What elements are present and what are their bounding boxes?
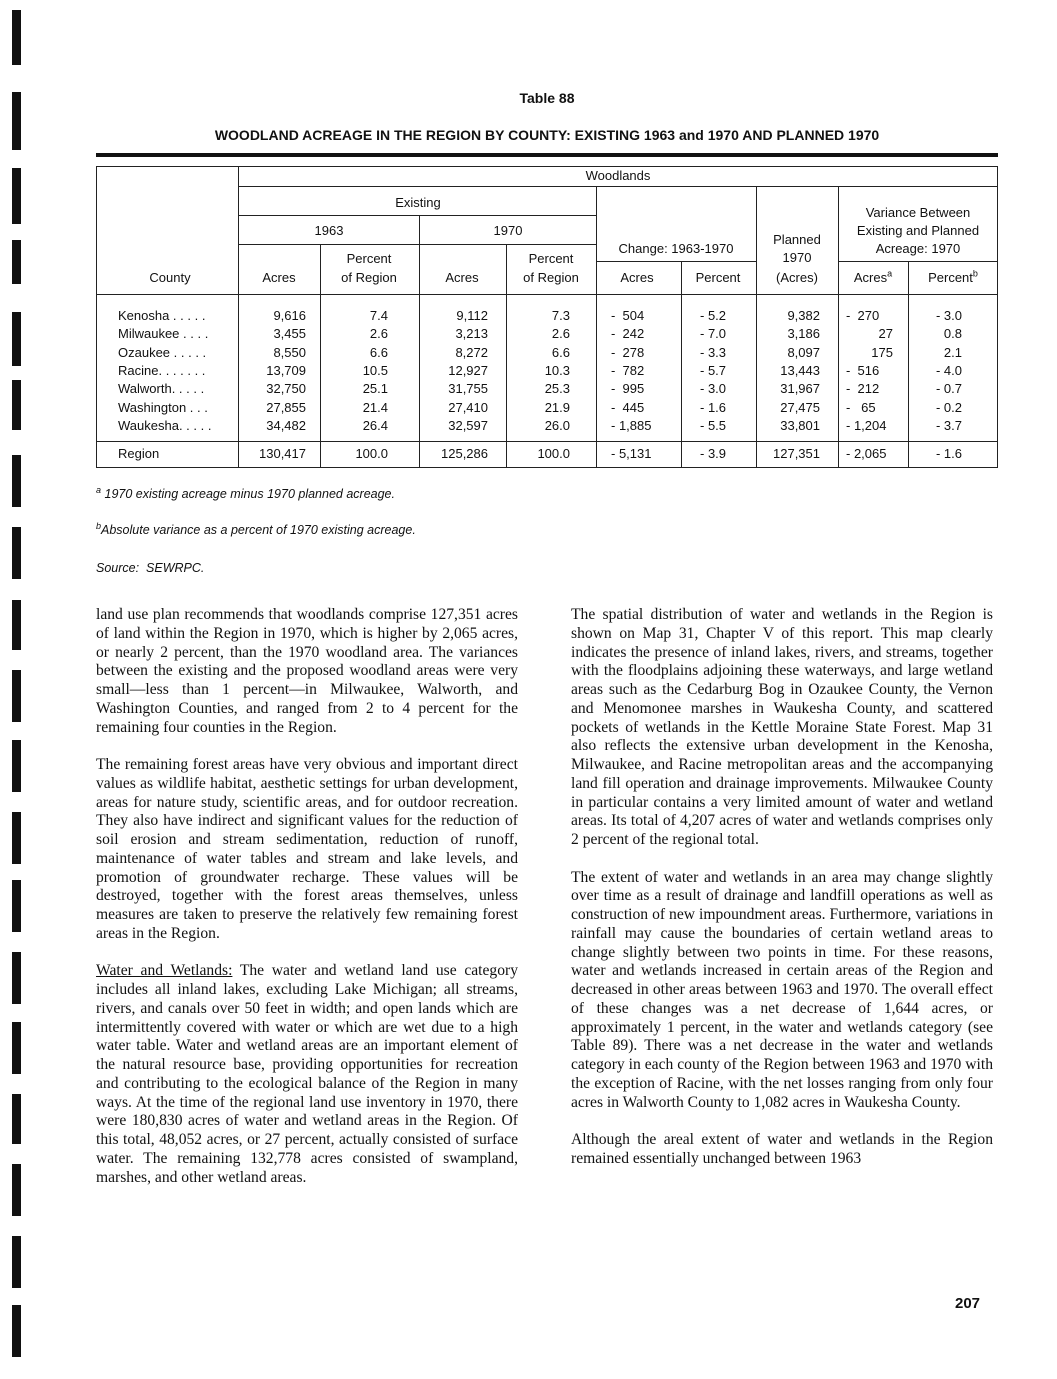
binder-mark: [12, 952, 21, 1004]
percent-1970-cell: 6.6: [551, 345, 570, 360]
county-cell: Ozaukee . . . . .: [118, 345, 207, 360]
variance-acres-cell: - 212: [846, 381, 880, 396]
header-acres-1970: Acres: [445, 270, 479, 285]
acres-1970-cell: 125,286: [441, 446, 488, 461]
acres-1963-cell: 8,550: [273, 345, 306, 360]
percent-1963-cell: 25.1: [362, 381, 388, 396]
binder-mark: [12, 1236, 21, 1288]
planned-cell: 33,801: [780, 418, 820, 433]
table-number: Table 88: [519, 90, 575, 106]
planned-cell: 13,443: [780, 363, 820, 378]
acres-1970-cell: 27,410: [448, 400, 488, 415]
variance-percent-cell: 0.8: [943, 326, 962, 341]
variance-percent-cell: - 3.0: [935, 308, 962, 323]
footnote-b: [96, 520, 416, 537]
change-acres-cell: - 995: [611, 381, 645, 396]
title-rule: [96, 153, 998, 157]
table-border-right: [997, 166, 998, 468]
header-variance-percent-label: Percent: [928, 270, 973, 285]
header-of-region-1970: of Region: [523, 270, 579, 285]
binder-mark: [12, 812, 21, 864]
planned-cell: 8,097: [787, 345, 820, 360]
acres-1963-cell: 27,855: [266, 400, 306, 415]
planned-cell: 27,475: [780, 400, 820, 415]
header-planned-line: Planned: [773, 232, 821, 247]
header-1970: 1970: [493, 223, 523, 238]
header-change: Change: 1963-1970: [618, 241, 734, 256]
col-line: [681, 261, 682, 468]
planned-cell: 31,967: [780, 381, 820, 396]
acres-1963-cell: 34,482: [266, 418, 306, 433]
header-percent-1970: Percent: [528, 251, 574, 266]
header-variance-acres: [854, 269, 892, 287]
binder-mark: [12, 600, 21, 650]
acres-1970-cell: 12,927: [448, 363, 488, 378]
col-line: [238, 166, 239, 468]
col-line: [838, 186, 839, 468]
footnote-text: 1970 existing acreage minus 1970 planned acreage.: [104, 487, 395, 501]
acres-1963-cell: 9,616: [273, 308, 306, 323]
percent-1963-cell: 7.4: [369, 308, 388, 323]
source-note: Source: SEWRPC.: [96, 561, 205, 575]
variance-acres-cell: - 1,204: [846, 418, 887, 433]
variance-acres-cell: - 516: [846, 363, 880, 378]
table-border-top: [96, 166, 998, 167]
header-planned-line: 1970: [782, 250, 812, 265]
percent-1963-cell: 10.5: [362, 363, 388, 378]
paragraph: land use plan recommends that woodlands comprise 127,351 acres of land within the Region in 1970, which is higher by 2,065 acres, or nearly 2 percent, than the 1970 woodland area. The variances between the existing and the proposed woodland areas were very small—less than 1 percent—in Milwaukee, Walworth, and Washington Counties, and ranged from 2 to 4 percent for the remaining four counties in the Region.: [96, 606, 518, 736]
variance-acres-cell: 175: [871, 345, 893, 360]
change-percent-cell: - 5.2: [700, 308, 727, 323]
paragraph-text: The water and wetland land use category includes all inland lakes, excluding Lake Michigan; all streams, rivers, and canals over 50 feet in width; and open lands which are intermittently covered with water or which are wet due to a high water table. Water and wetland areas are an important element of the natural resource base, providing opportunities for recreation and contributing to the ecological balance of the Region in many ways. At the time of the regional land use inventory in 1970, there were 180,830 acres of water and wetland areas in the Region. Of this total, 48,052 acres, or 27 percent, actually consisted of surface water. The remaining 132,778 acres consisted of swampland, marshes, and other wetland areas.: [96, 962, 518, 1186]
col-line: [419, 215, 420, 468]
paragraph: Although the areal extent of water and wetlands in the Region remained essentially unchanged between 1963: [571, 1131, 993, 1167]
col-line: [756, 186, 757, 468]
col-line: [908, 261, 909, 468]
change-acres-cell: - 242: [611, 326, 645, 341]
percent-1970-cell: 2.6: [551, 326, 570, 341]
header-acres-1963: Acres: [262, 270, 296, 285]
percent-1963-cell: 26.4: [362, 418, 388, 433]
table-title: WOODLAND ACREAGE IN THE REGION BY COUNTY: EXISTING 1963 and 1970 AND PLANNED 1970: [214, 127, 880, 143]
change-percent-cell: - 5.5: [700, 418, 727, 433]
footnote-mark: b: [96, 520, 102, 531]
variance-acres-cell: 27: [878, 326, 893, 341]
acres-1963-cell: 130,417: [259, 446, 306, 461]
header-variance-line: Acreage: 1970: [875, 241, 961, 256]
percent-1970-cell: 7.3: [551, 308, 570, 323]
variance-percent-cell: 2.1: [943, 345, 962, 360]
county-cell: Region: [118, 446, 160, 461]
footnote-a: [96, 484, 395, 501]
planned-cell: 3,186: [787, 326, 820, 341]
header-woodlands: Woodlands: [585, 168, 651, 183]
variance-percent-cell: - 0.2: [935, 400, 962, 415]
percent-1970-cell: 21.9: [544, 400, 570, 415]
change-acres-cell: - 5,131: [611, 446, 652, 461]
change-percent-cell: - 3.0: [700, 381, 727, 396]
county-cell: Racine. . . . . . .: [118, 363, 206, 378]
acres-1970-cell: 3,213: [455, 326, 488, 341]
binder-mark: [12, 10, 21, 65]
variance-percent-cell: - 4.0: [935, 363, 962, 378]
acres-1963-cell: 13,709: [266, 363, 306, 378]
footnote-ref-a: a: [887, 268, 893, 279]
left-column: [96, 606, 518, 1206]
variance-percent-cell: - 1.6: [935, 446, 962, 461]
col-line: [596, 186, 597, 468]
acres-1970-cell: 32,597: [448, 418, 488, 433]
header-variance: [857, 204, 979, 258]
planned-cell: 9,382: [787, 308, 820, 323]
binder-mark: [12, 168, 21, 224]
header-variance-percent: [928, 269, 978, 287]
woodland-table: [96, 166, 998, 468]
header-1963: 1963: [314, 223, 344, 238]
percent-1963-cell: 100.0: [355, 446, 388, 461]
header-change-acres: Acres: [620, 270, 654, 285]
percent-1970-cell: 26.0: [544, 418, 570, 433]
footnote-text: Absolute variance as a percent of 1970 existing acreage.: [101, 523, 416, 537]
change-percent-cell: - 3.3: [700, 345, 727, 360]
header-existing: Existing: [395, 195, 441, 210]
change-percent-cell: - 7.0: [700, 326, 727, 341]
header-percent-1963: Percent: [346, 251, 392, 266]
change-percent-cell: - 5.7: [700, 363, 727, 378]
percent-1963-cell: 6.6: [369, 345, 388, 360]
variance-percent-cell: - 3.7: [935, 418, 962, 433]
percent-1970-cell: 10.3: [544, 363, 570, 378]
header-change-percent: Percent: [695, 270, 741, 285]
variance-divider: [838, 261, 998, 262]
binder-mark: [12, 527, 21, 579]
change-acres-cell: - 782: [611, 363, 645, 378]
binder-mark: [12, 670, 21, 722]
acres-1963-cell: 32,750: [266, 381, 306, 396]
page-number: 207: [955, 1295, 981, 1312]
total-divider: [96, 441, 998, 442]
planned-cell: 127,351: [773, 446, 820, 461]
header-of-region-1963: of Region: [341, 270, 397, 285]
change-percent-cell: - 3.9: [700, 446, 727, 461]
paragraph: The remaining forest areas have very obvious and important direct values as wildlife habitat, aesthetic settings for urban development, areas for nature study, scientific areas, and for outdoor recreation. They also have indirect and significant values for the reduction of soil erosion and stream sedimentation, reduction of runoff, maintenance of water tables and stream and lake levels, and promotion of groundwater recharge. These values will be destroyed, together with the forest areas themselves, unless measures are taken to preserve the relatively few remaining forest areas in the Region.: [96, 756, 518, 942]
col-line: [506, 244, 507, 468]
section-heading: Water and Wetlands:: [96, 962, 233, 980]
change-acres-cell: - 445: [611, 400, 645, 415]
footnote-ref-b: b: [972, 268, 978, 279]
acres-1970-cell: 9,112: [456, 308, 488, 323]
acres-1963-cell: 3,455: [273, 326, 306, 341]
change-acres-cell: - 1,885: [611, 418, 652, 433]
header-variance-line: Existing and Planned: [856, 223, 980, 238]
change-acres-cell: - 504: [611, 308, 645, 323]
binder-mark: [12, 1305, 21, 1357]
header-variance-acres-label: Acres: [853, 270, 888, 285]
binder-mark: [12, 1022, 21, 1074]
percent-1970-cell: 100.0: [537, 446, 570, 461]
col-line: [320, 244, 321, 468]
footnote-mark: a: [96, 484, 102, 495]
change-percent-cell: - 1.6: [700, 400, 727, 415]
percent-1963-cell: 21.4: [362, 400, 388, 415]
county-cell: Milwaukee . . . .: [118, 326, 209, 341]
table-border-left: [96, 166, 97, 468]
paragraph: The spatial distribution of water and wetlands in the Region is shown on Map 31, Chapter V of this report. This map clearly indicates the presence of inland lakes, rivers, and streams, together with the floodplains adjoining these waterways, and large wetland areas such as the Cedarburg Bog in Ozaukee County, the Vernon and Menomonee marshes in Waukesha County, and scattered pockets of wetlands in the Kettle Moraine State Forest. Map 31 also reflects the extensive urban development in the Kenosha, Milwaukee, and Racine metropolitan areas and the accompanying land fill operation and drainage improvements. Milwaukee County in particular contains a very limited amount of water and wetland areas. Its total of 4,207 acres of water and wetlands comprises only 2 percent of the regional total.: [571, 606, 993, 848]
county-cell: Walworth. . . . .: [118, 381, 205, 396]
county-cell: Kenosha . . . . .: [118, 308, 206, 323]
existing-divider: [238, 215, 596, 216]
paragraph: [96, 962, 518, 1187]
header-variance-line: Variance Between: [865, 205, 971, 220]
county-cell: Waukesha. . . . .: [118, 418, 212, 433]
percent-1970-cell: 25.3: [544, 381, 570, 396]
variance-acres-cell: - 270: [846, 308, 880, 323]
binder-mark: [12, 455, 21, 507]
binder-mark: [12, 740, 21, 792]
county-cell: Washington . . .: [118, 400, 208, 415]
right-column: [571, 606, 993, 1187]
acres-1970-cell: 31,755: [448, 381, 488, 396]
variance-percent-cell: - 0.7: [935, 381, 962, 396]
percent-1963-cell: 2.6: [369, 326, 388, 341]
binder-mark: [12, 880, 21, 932]
binder-mark: [12, 1094, 21, 1144]
binder-mark: [12, 240, 21, 284]
binder-mark: [12, 380, 21, 430]
header-planned-acres: (Acres): [776, 270, 818, 285]
paragraph: The extent of water and wetlands in an area may change slightly over time as a result of drainage and landfill operations as well as construction of new impoundment areas. Furthermore, variations in rainfall may cause the boundaries of certain wetland areas to change slightly between two points in time. For these reasons, water and wetlands increased in certain areas of the Region and decreased in other areas between 1963 and 1970. The overall effect of these changes was a net decrease of 1,644 acres, or approximately 1 percent, in the water and wetlands category (see Table 89). There was a net decrease in the water and wetlands category in each county of the Region between 1963 and 1970 with the exception of Racine, with the net losses ranging from only four acres in Walworth County to 1,082 acres in Waukesha County.: [571, 868, 993, 1111]
change-acres-cell: - 278: [611, 345, 645, 360]
header-planned: [773, 231, 821, 267]
header-county: County: [149, 270, 191, 285]
year-divider: [238, 244, 596, 245]
woodlands-divider: [238, 186, 998, 187]
variance-acres-cell: - 65: [846, 400, 876, 415]
table-border-bottom: [96, 467, 998, 468]
change-divider: [596, 261, 756, 262]
binder-marks: [12, 0, 22, 1379]
header-bottom-line: [96, 294, 998, 295]
variance-acres-cell: - 2,065: [846, 446, 887, 461]
binder-mark: [12, 312, 21, 366]
acres-1970-cell: 8,272: [455, 345, 488, 360]
binder-mark: [12, 1164, 21, 1216]
